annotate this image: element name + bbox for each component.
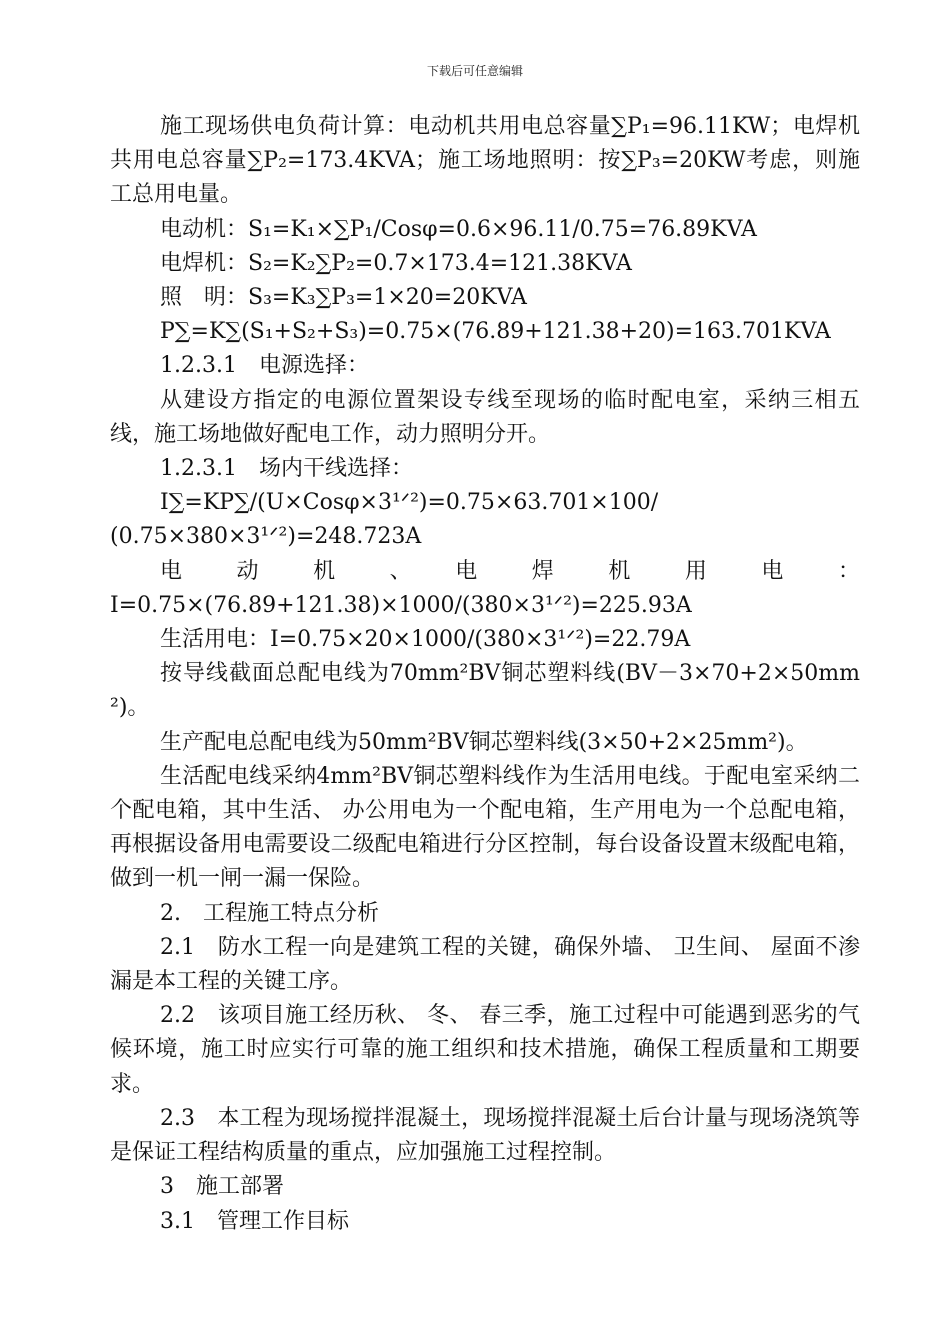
paragraph-2-3: 2.3 本工程为现场搅拌混凝土，现场搅拌混凝土后台计量与现场浇筑等是保证工程结构质量的重点，应加强施工过程控制。 [110, 1105, 860, 1166]
formula-welder: 电焊机：S₂=K₂∑P₂=0.7×173.4=121.38KVA [160, 250, 632, 276]
paragraph-2-1: 2.1 防水工程一向是建筑工程的关键，确保外墙、 卫生间、 屋面不渗漏是本工程的关键工序。 [110, 934, 860, 995]
paragraph-power-source: 从建设方指定的电源位置架设专线至现场的临时配电室，采纳三相五线，施工场地做好配电工作，动力照明分开。 [110, 387, 860, 447]
page-header: 下载后可任意编辑 [426, 64, 523, 78]
formula-current-total-cont: (0.75×380×3¹ᐟ²)=248.723A [110, 524, 422, 550]
paragraph-production-cable: 生产配电总配电线为50mm²BV铜芯塑料线(3×50+2×25mm²)。 [160, 729, 808, 755]
formula-motor: 电动机：S₁=K₁×∑P₁/Cosφ=0.6×96.11/0.75=76.89KVA [160, 216, 757, 242]
paragraph-2-2: 2.2 该项目施工经历秋、 冬、 春三季，施工过程中可能遇到恶劣的气候环境，施工时应实行可靠的施工组织和技术措施，确保工程质量和工期要求。 [110, 1003, 860, 1097]
formula-current-total: I∑=KP∑/(U×Cosφ×3¹ᐟ²)=0.75×63.701×100/ [160, 490, 659, 516]
paragraph-load-calculation: 施工现场供电负荷计算：电动机共用电总容量∑P₁=96.11KW；电焊机共用电总容量∑P₂=173.4KVA；施工场地照明：按∑P₃=20KW考虑，则施工总用电量。 [110, 114, 860, 208]
formula-total: P∑=K∑(S₁+S₂+S₃)=0.75×(76.89+121.38+20)=163.701KVA [160, 319, 831, 345]
document-body [110, 110, 860, 1239]
label-motor-welder: 电 动 机 、 电 焊 机 用 电 ： [160, 558, 860, 584]
heading-construction-features: 2. 工程施工特点分析 [160, 900, 379, 926]
formula-lighting: 照 明：S₃=K₃∑P₃=1×20=20KVA [160, 285, 527, 311]
paragraph-distribution-boxes: 生活配电线采纳4mm²BV铜芯塑料线作为生活用电线。于配电室采纳二个配电箱，其中生活、 办公用电为一个配电箱，生产用电为一个总配电箱，再根据设备用电需要设二级配电箱进行分区控制，每台设备设置末级配电箱，做到一机一闸一漏一保险。 [110, 763, 860, 892]
heading-power-source: 1.2.3.1 电源选择： [160, 353, 369, 379]
heading-deployment: 3 施工部署 [160, 1174, 284, 1200]
formula-motor-welder-current: I=0.75×(76.89+121.38)×1000/(380×3¹ᐟ²)=225.93A [110, 592, 692, 618]
heading-main-line: 1.2.3.1 场内干线选择： [160, 456, 413, 482]
formula-living-current: 生活用电：I=0.75×20×1000/(380×3¹ᐟ²)=22.79A [160, 627, 691, 653]
heading-management-goals: 3.1 管理工作目标 [160, 1208, 349, 1234]
paragraph-main-cable: 按导线截面总配电线为70mm²BV铜芯塑料线(BV－3×70+2×50mm²)。 [110, 661, 860, 721]
